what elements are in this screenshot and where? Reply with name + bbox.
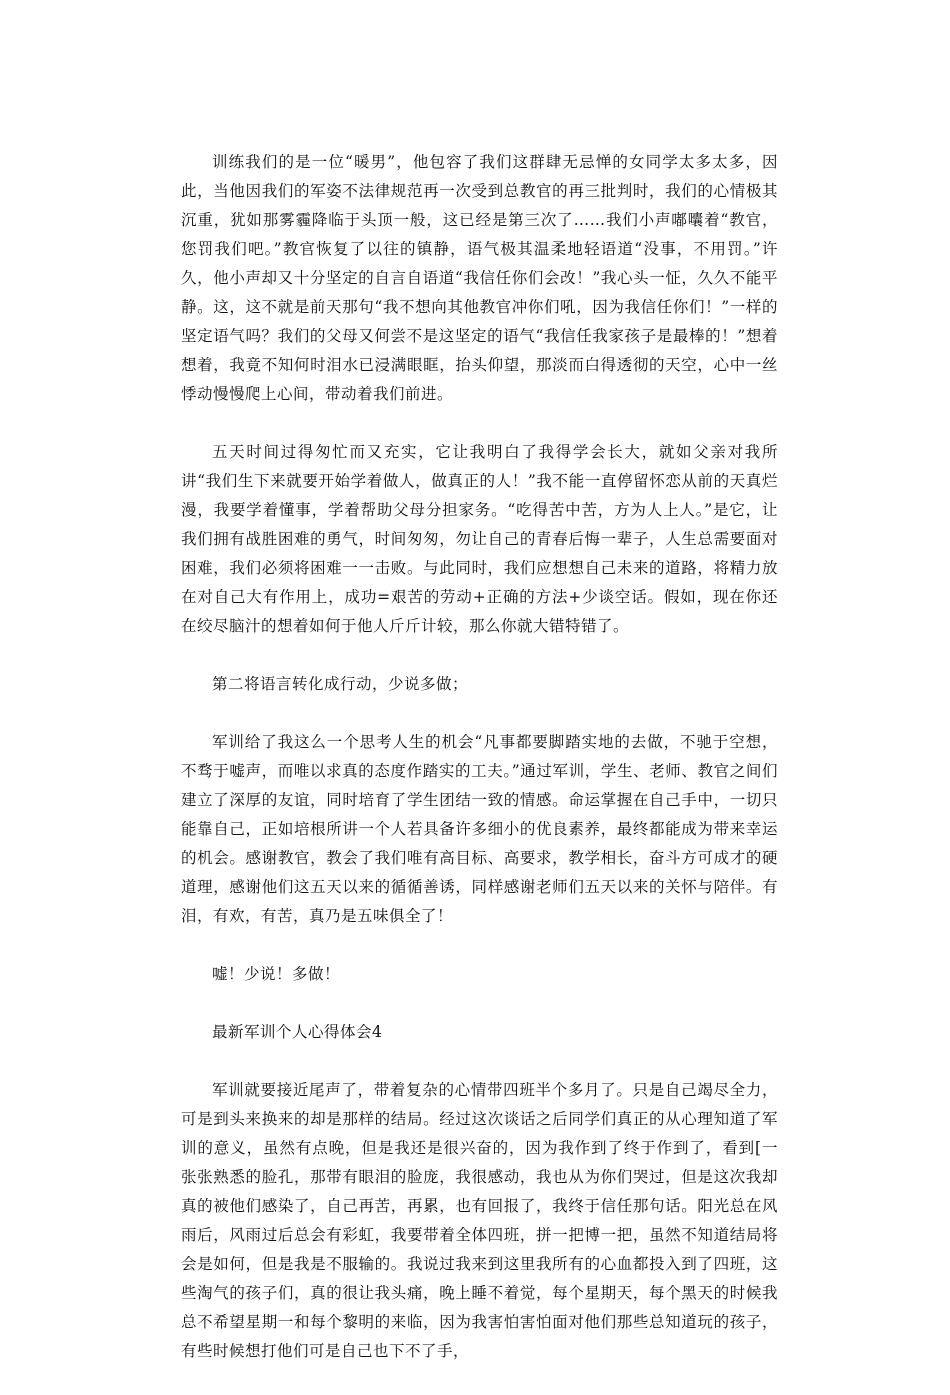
paragraph-4: 军训给了我这么一个思考人生的机会“凡事都要脚踏实地的去做，不驰于空想，不骛于嘘声，而唯以求真的态度作踏实的工夫。”通过军训，学生、老师、教官之间们建立了深厚的友谊，同时培育了学生团结一致的情感。命运掌握在自己手中，一切只能靠自己，正如培根所讲一个人若具备许多细小的优良素养，最终都能成为带来幸运的机会。感谢教官，教会了我们唯有高目标、高要求，教学相长，奋斗方可成才的硬道理，感谢他们这五天以来的循循善诱，同样感谢老师们五天以来的关怀与陪伴。有泪，有欢，有苦，真乃是五味俱全了！	[181, 733, 778, 925]
document-body	[181, 148, 778, 1395]
section-heading: 最新军训个人心得体会4	[212, 1023, 383, 1041]
paragraph-7: 军训就要接近尾声了，带着复杂的心情带四班半个多月了。只是自己竭尽全力，可是到头来换来的却是那样的结局。经过这次谈话之后同学们真正的从心理知道了军训的意义，虽然有点晚，但是我还是很兴奋的，因为我作到了终于作到了，看到[一张张熟悉的脸孔，那带有眼泪的脸庞，我很感动，我也从为你们哭过，但是这次我却真的被他们感染了，自己再苦，再累，也有回报了，我终于信任那句话。阳光总在风雨后，风雨过后总会有彩虹，我要带着全体四班，拼一把博一把，虽然不知道结局将会是如何，但是我是不服输的。我说过我来到这里我所有的心血都投入到了四班，这些淘气的孩子们，真的很让我头痛，晚上睡不着觉，每个星期天，每个黑天的时候我总不希望星期一和每个黎明的来临，因为我害怕害怕面对他们那些总知道玩的孩子，有些时候想打他们可是自己也下不了手，	[181, 1081, 778, 1360]
paragraph-1: 训练我们的是一位“暖男”，他包容了我们这群肆无忌惮的女同学太多太多，因此，当他因我们的军姿不法律规范再一次受到总教官的再三批判时，我们的心情极其沉重，犹如那雾霾降临于头顶一般，这已经是第三次了……我们小声嘟囔着“教官，您罚我们吧。”教官恢复了以往的镇静，语气极其温柔地轻语道“没事，不用罚。”许久，他小声却又十分坚定的自言自语道“我信任你们会改！”我心头一怔，久久不能平静。这，这不就是前天那句“我不想向其他教官冲你们吼，因为我信任你们！”一样的坚定语气吗？我们的父母又何尝不是这坚定的语气“我信任我家孩子是最棒的！”想着想着，我竟不知何时泪水已浸满眼眶，抬头仰望，那淡而白得透彻的天空，心中一丝悸动慢慢爬上心间，带动着我们前进。	[181, 153, 778, 403]
paragraph-2: 五天时间过得匆忙而又充实，它让我明白了我得学会长大，就如父亲对我所讲“我们生下来就要开始学着做人，做真正的人！”我不能一直停留怀恋从前的天真烂漫，我要学着懂事，学着帮助父母分担家务。“吃得苦中苦，方为人上人。”是它，让我们拥有战胜困难的勇气，时间匆匆，勿让自己的青春后悔一辈子，人生总需要面对困难，我们必须将困难一一击败。与此同时，我们应想想自己未来的道路，将精力放在对自己大有作用上，成功=艰苦的劳动+正确的方法+少谈空话。假如，现在你还在绞尽脑汁的想着如何于他人斤斤计较，那么你就大错特错了。	[181, 443, 778, 635]
paragraph-3: 第二将语言转化成行动，少说多做；	[212, 675, 469, 693]
paragraph-5: 嘘！少说！多做！	[212, 965, 341, 983]
